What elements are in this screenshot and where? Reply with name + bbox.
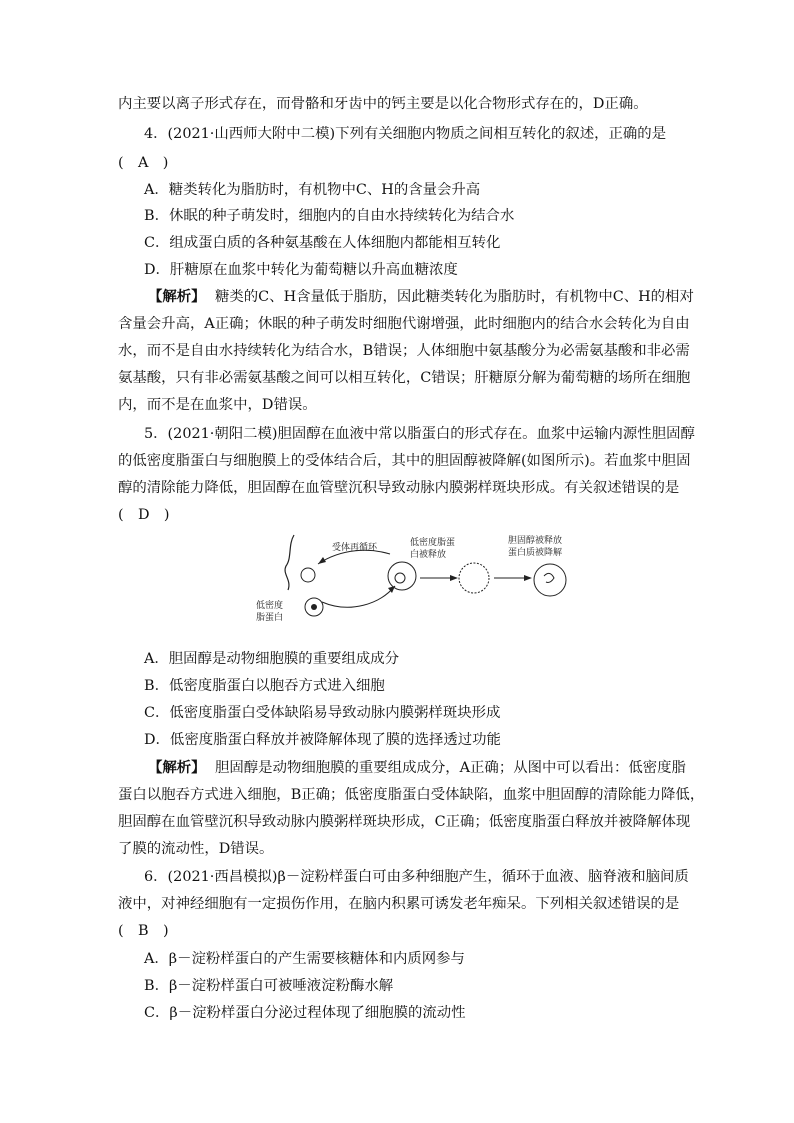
question-4-option-b: B．休眠的种子萌发时，细胞内的自由水持续转化为结合水 bbox=[144, 208, 515, 224]
question-5-option-d: D．低密度脂蛋白释放并被降解体现了膜的选择透过功能 bbox=[144, 732, 501, 748]
question-6-option-c: C．β－淀粉样蛋白分泌过程体现了细胞膜的流动性 bbox=[144, 1005, 466, 1021]
endosome-content bbox=[395, 573, 405, 583]
coated-vesicle bbox=[301, 568, 315, 582]
question-5-analysis-line: 胆固醇是动物细胞膜的重要组成成分，A正确；从图中可以看出：低密度脂 bbox=[215, 760, 686, 776]
question-4-answer: ( A ) bbox=[118, 155, 169, 171]
label-receptor-recycling: 受体再循环 bbox=[332, 543, 378, 553]
label-cholesterol-released: 胆固醇被释放 bbox=[508, 536, 563, 546]
uptake-arrow bbox=[322, 586, 395, 607]
label-ldl: 低密度 bbox=[256, 601, 284, 611]
question-5-answer: ( D ) bbox=[118, 507, 170, 523]
question-4-option-d: D．肝糖原在血浆中转化为葡萄糖以升高血糖浓度 bbox=[144, 262, 458, 278]
question-6-stem: 液中，对神经细胞有一定损伤作用，在脑内积累可诱发老年痴呆。下列相关叙述错误的是 bbox=[118, 896, 680, 912]
question-5-stem: 的低密度脂蛋白与细胞膜上的受体结合后，其中的胆固醇被降解(如图所示)。若血浆中胆固 bbox=[118, 453, 691, 469]
question-6-option-a: A．β－淀粉样蛋白的产生需要核糖体和内质网参与 bbox=[144, 951, 465, 967]
label-ldl-released: 白被释放 bbox=[410, 550, 447, 560]
question-5-analysis-line: 蛋白以胞吞方式进入细胞，B正确；低密度脂蛋白受体缺陷，血浆中胆固醇的清除能力降低， bbox=[118, 787, 705, 803]
label-protein-degraded: 蛋白质被降解 bbox=[508, 548, 563, 558]
question-4-analysis-line: 水，而不是自由水持续转化为结合水，B错误；人体细胞中氨基酸分为必需氨基酸和非必需 bbox=[118, 343, 690, 359]
lysosome-fusion bbox=[459, 563, 489, 593]
question-5-stem: 5．(2021·朝阳二模)胆固醇在血液中常以脂蛋白的形式存在。血浆中运输内源性胆固醇 bbox=[144, 426, 695, 442]
text-line: 内主要以离子形式存在，而骨骼和牙齿中的钙主要是以化合物形式存在的，D正确。 bbox=[118, 96, 648, 112]
ldl-receptor-diagram bbox=[250, 530, 580, 630]
degraded-protein bbox=[544, 573, 554, 582]
label-ldl: 脂蛋白 bbox=[256, 613, 284, 623]
question-5-option-b: B．低密度脂蛋白以胞吞方式进入细胞 bbox=[144, 678, 385, 694]
question-5-option-c: C．低密度脂蛋白受体缺陷易导致动脉内膜粥样斑块形成 bbox=[144, 705, 501, 721]
question-5-analysis-line: 胆固醇在血管壁沉积导致动脉内膜粥样斑块形成，C正确；低密度脂蛋白释放并被降解体现 bbox=[118, 814, 691, 830]
question-4-analysis-line: 内，而不是在血浆中，D错误。 bbox=[118, 397, 317, 413]
arrow-head bbox=[450, 575, 458, 581]
question-4-stem: 4．(2021·山西师大附中二模)下列有关细胞内物质之间相互转化的叙述，正确的是 bbox=[144, 126, 667, 142]
arrow-head bbox=[524, 575, 532, 581]
cell-membrane bbox=[285, 535, 294, 590]
question-4-analysis-line: 含量会升高，A正确；休眠的种子萌发时细胞代谢增强，此时细胞内的结合水会转化为自由 bbox=[118, 316, 690, 332]
endosome bbox=[388, 562, 416, 590]
question-5-stem: 醇的清除能力降低，胆固醇在血管壁沉积导致动脉内膜粥样斑块形成。有关叙述错误的是 bbox=[118, 480, 680, 496]
question-4-analysis-label: 【解析】 bbox=[148, 288, 206, 305]
arrow-head bbox=[318, 557, 326, 564]
question-5-analysis-line: 了膜的流动性，D错误。 bbox=[118, 841, 274, 857]
question-4-option-c: C．组成蛋白质的各种氨基酸在人体细胞内都能相互转化 bbox=[144, 235, 501, 251]
question-4-option-a: A．糖类转化为脂肪时，有机物中C、H的含量会升高 bbox=[144, 182, 481, 198]
question-6-stem: 6．(2021·西昌模拟)β－淀粉样蛋白可由多种细胞产生，循环于血液、脑脊液和脑间质 bbox=[144, 869, 689, 885]
question-5-option-a: A．胆固醇是动物细胞膜的重要组成成分 bbox=[144, 651, 400, 667]
question-6-option-b: B．β－淀粉样蛋白可被唾液淀粉酶水解 bbox=[144, 978, 394, 994]
question-5-analysis-label: 【解析】 bbox=[148, 759, 206, 776]
question-4-analysis-line: 糖类的C、H含量低于脂肪，因此糖类转化为脂肪时，有机物中C、H的相对 bbox=[215, 289, 694, 305]
lysosome bbox=[534, 564, 566, 596]
question-6-answer: ( B ) bbox=[118, 923, 169, 939]
question-4-analysis-line: 氨基酸，只有非必需氨基酸之间可以相互转化，C错误；肝糖原分解为葡萄糖的场所在细胞 bbox=[118, 370, 691, 386]
ldl-core bbox=[311, 604, 317, 610]
label-ldl-released: 低密度脂蛋 bbox=[410, 538, 456, 548]
